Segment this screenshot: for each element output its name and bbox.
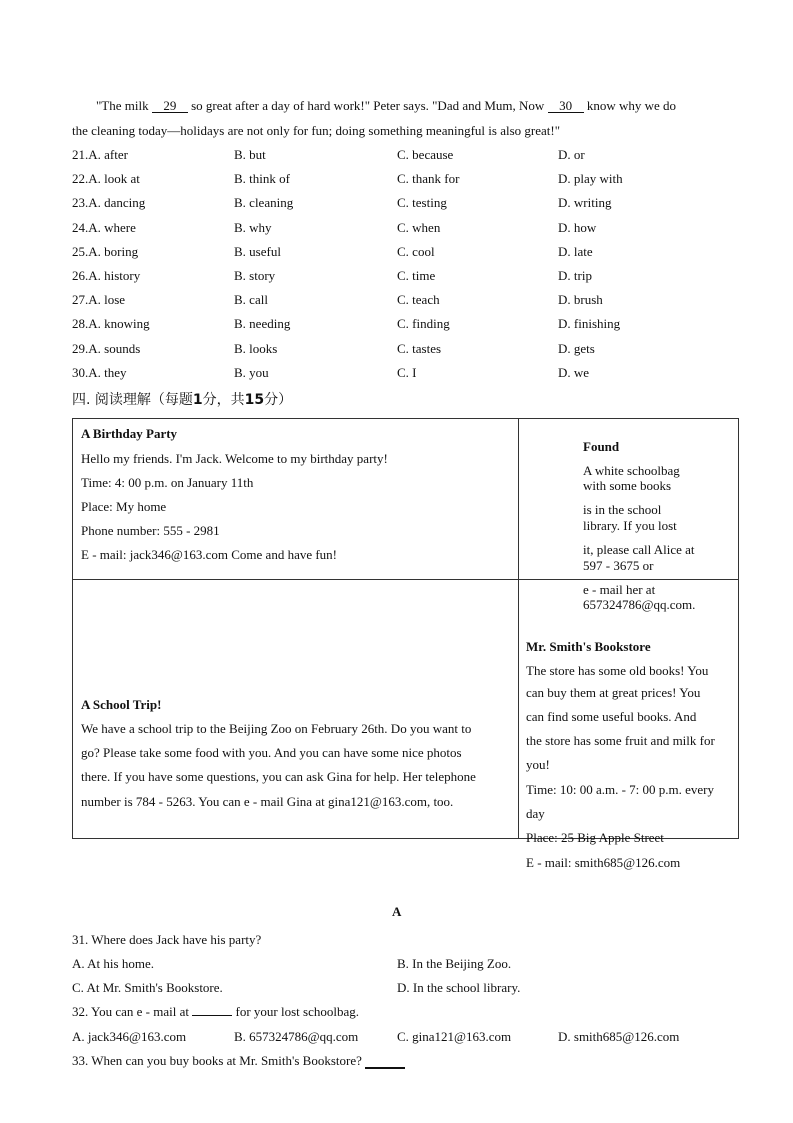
q31-option-c: C. At Mr. Smith's Bookstore. xyxy=(72,980,223,995)
trip-line: go? Please take some food with you. And you can have some nice photos xyxy=(81,745,462,760)
option-d: D. late xyxy=(558,244,593,259)
option-row xyxy=(72,171,732,189)
birthday-line: Hello my friends. I'm Jack. Welcome to my birthday party! xyxy=(81,451,388,466)
bookstore-line: the store has some fruit and milk for xyxy=(526,733,715,748)
q31-option-a: A. At his home. xyxy=(72,956,154,971)
bookstore-line: E - mail: smith685@126.com xyxy=(526,855,681,870)
option-b: B. cleaning xyxy=(234,195,294,210)
blank-30: 30 xyxy=(548,100,584,113)
option-b: B. looks xyxy=(234,341,278,356)
option-d: D. we xyxy=(558,365,590,380)
q31-option-b: B. In the Beijing Zoo. xyxy=(397,956,512,971)
option-c: C. testing xyxy=(397,195,447,210)
option-d: D. trip xyxy=(558,268,592,283)
option-b: B. story xyxy=(234,268,276,283)
heading-text: 四. 阅读理解（每题 xyxy=(72,392,193,408)
option-c: C. teach xyxy=(397,292,440,307)
trip-line: number is 784 - 5263. You can e - mail Gina at gina121@163.com, too. xyxy=(81,794,454,809)
option-c: C. when xyxy=(397,220,441,235)
question-text: 33. When can you buy books at Mr. Smith's Bookstore? xyxy=(72,1053,362,1068)
option-row xyxy=(72,268,732,286)
q32-option-b: B. 657324786@qq.com xyxy=(234,1029,359,1044)
option-d: D. gets xyxy=(558,341,595,356)
answer-blank xyxy=(192,1015,232,1016)
option-d: D. finishing xyxy=(558,316,621,331)
bookstore-line: you! xyxy=(526,757,550,772)
option-c: C. I xyxy=(397,365,417,380)
option-a: 29.A. sounds xyxy=(72,341,141,356)
option-row xyxy=(72,195,732,213)
option-d: D. writing xyxy=(558,195,612,210)
option-row xyxy=(72,292,732,310)
found-line: 657324786@qq.com. xyxy=(583,597,696,612)
found-line: with some books xyxy=(583,478,672,493)
found-line: library. If you lost xyxy=(583,518,677,533)
bookstore-line: The store has some old books! You xyxy=(526,663,709,678)
blank-29: 29 xyxy=(152,100,188,113)
bookstore-title: Mr. Smith's Bookstore xyxy=(526,639,651,654)
option-d: D. brush xyxy=(558,292,603,307)
option-b: B. think of xyxy=(234,171,290,186)
option-c: C. finding xyxy=(397,316,450,331)
option-b: B. you xyxy=(234,365,269,380)
option-d: D. play with xyxy=(558,171,623,186)
answer-blank xyxy=(365,1055,405,1069)
question-32 xyxy=(72,1004,359,1020)
passage-text: know why we do xyxy=(586,98,676,113)
found-title: Found xyxy=(583,439,620,454)
option-a: 23.A. dancing xyxy=(72,195,146,210)
option-b: B. useful xyxy=(234,244,281,259)
option-c: C. thank for xyxy=(397,171,460,186)
part-a-label: A xyxy=(392,904,402,919)
trip-line: We have a school trip to the Beijing Zoo on February 26th. Do you want to xyxy=(81,721,472,736)
option-d: D. or xyxy=(558,147,585,162)
bookstore-line: Time: 10: 00 a.m. - 7: 00 p.m. every xyxy=(526,782,715,797)
found-line: it, please call Alice at xyxy=(583,542,695,557)
option-c: C. tastes xyxy=(397,341,442,356)
trip-title: A School Trip! xyxy=(81,697,162,712)
found-line: A white schoolbag xyxy=(583,463,680,478)
option-row xyxy=(72,220,732,238)
option-c: C. time xyxy=(397,268,436,283)
passage-line-1 xyxy=(96,98,676,114)
option-c: C. because xyxy=(397,147,454,162)
option-b: B. needing xyxy=(234,316,291,331)
bookstore-line: can find some useful books. And xyxy=(526,709,697,724)
option-row xyxy=(72,365,732,383)
question-31: 31. Where does Jack have his party? xyxy=(72,932,262,947)
option-b: B. call xyxy=(234,292,268,307)
bookstore-line: can buy them at great prices! You xyxy=(526,685,701,700)
q31-option-d: D. In the school library. xyxy=(397,980,521,995)
passage-text: "The milk xyxy=(96,98,149,113)
passage-line-2: the cleaning today—holidays are not only for fun; doing something meaningful is also great!" xyxy=(72,123,561,138)
bookstore-line: Place: 25 Big Apple Street xyxy=(526,830,664,845)
option-row xyxy=(72,244,732,262)
heading-text: 分） xyxy=(264,392,293,408)
option-a: 24.A. where xyxy=(72,220,136,235)
option-c: C. cool xyxy=(397,244,435,259)
option-row xyxy=(72,147,732,165)
option-row xyxy=(72,316,732,334)
option-d: D. how xyxy=(558,220,597,235)
section-heading xyxy=(72,389,292,409)
q32-option-d: D. smith685@126.com xyxy=(558,1029,680,1044)
option-a: 30.A. they xyxy=(72,365,127,380)
question-text: 32. You can e - mail at xyxy=(72,1004,189,1019)
heading-number: 1 xyxy=(192,392,203,408)
option-b: B. why xyxy=(234,220,272,235)
question-text: for your lost schoolbag. xyxy=(235,1004,359,1019)
birthday-line: Time: 4: 00 p.m. on January 11th xyxy=(81,475,254,490)
heading-text: 分，共 xyxy=(202,392,245,408)
q32-option-c: C. gina121@163.com xyxy=(397,1029,512,1044)
question-33 xyxy=(72,1053,405,1069)
option-a: 26.A. history xyxy=(72,268,141,283)
option-a: 22.A. look at xyxy=(72,171,140,186)
q32-option-a: A. jack346@163.com xyxy=(72,1029,187,1044)
option-a: 28.A. knowing xyxy=(72,316,150,331)
trip-line: there. If you have some questions, you can ask Gina for help. Her telephone xyxy=(81,769,476,784)
heading-number: 15 xyxy=(244,392,265,408)
option-a: 25.A. boring xyxy=(72,244,139,259)
birthday-line: Place: My home xyxy=(81,499,167,514)
birthday-line: Phone number: 555 - 2981 xyxy=(81,523,220,538)
birthday-title: A Birthday Party xyxy=(81,426,178,441)
found-line: e - mail her at xyxy=(583,582,656,597)
option-row xyxy=(72,341,732,359)
passage-text: so great after a day of hard work!" Peter says. "Dad and Mum, Now xyxy=(191,98,545,113)
option-b: B. but xyxy=(234,147,266,162)
found-line: is in the school xyxy=(583,502,662,517)
bookstore-line: day xyxy=(526,806,545,821)
birthday-line: E - mail: jack346@163.com Come and have fun! xyxy=(81,547,338,562)
option-a: 27.A. lose xyxy=(72,292,126,307)
option-a: 21.A. after xyxy=(72,147,128,162)
found-line: 597 - 3675 or xyxy=(583,558,654,573)
